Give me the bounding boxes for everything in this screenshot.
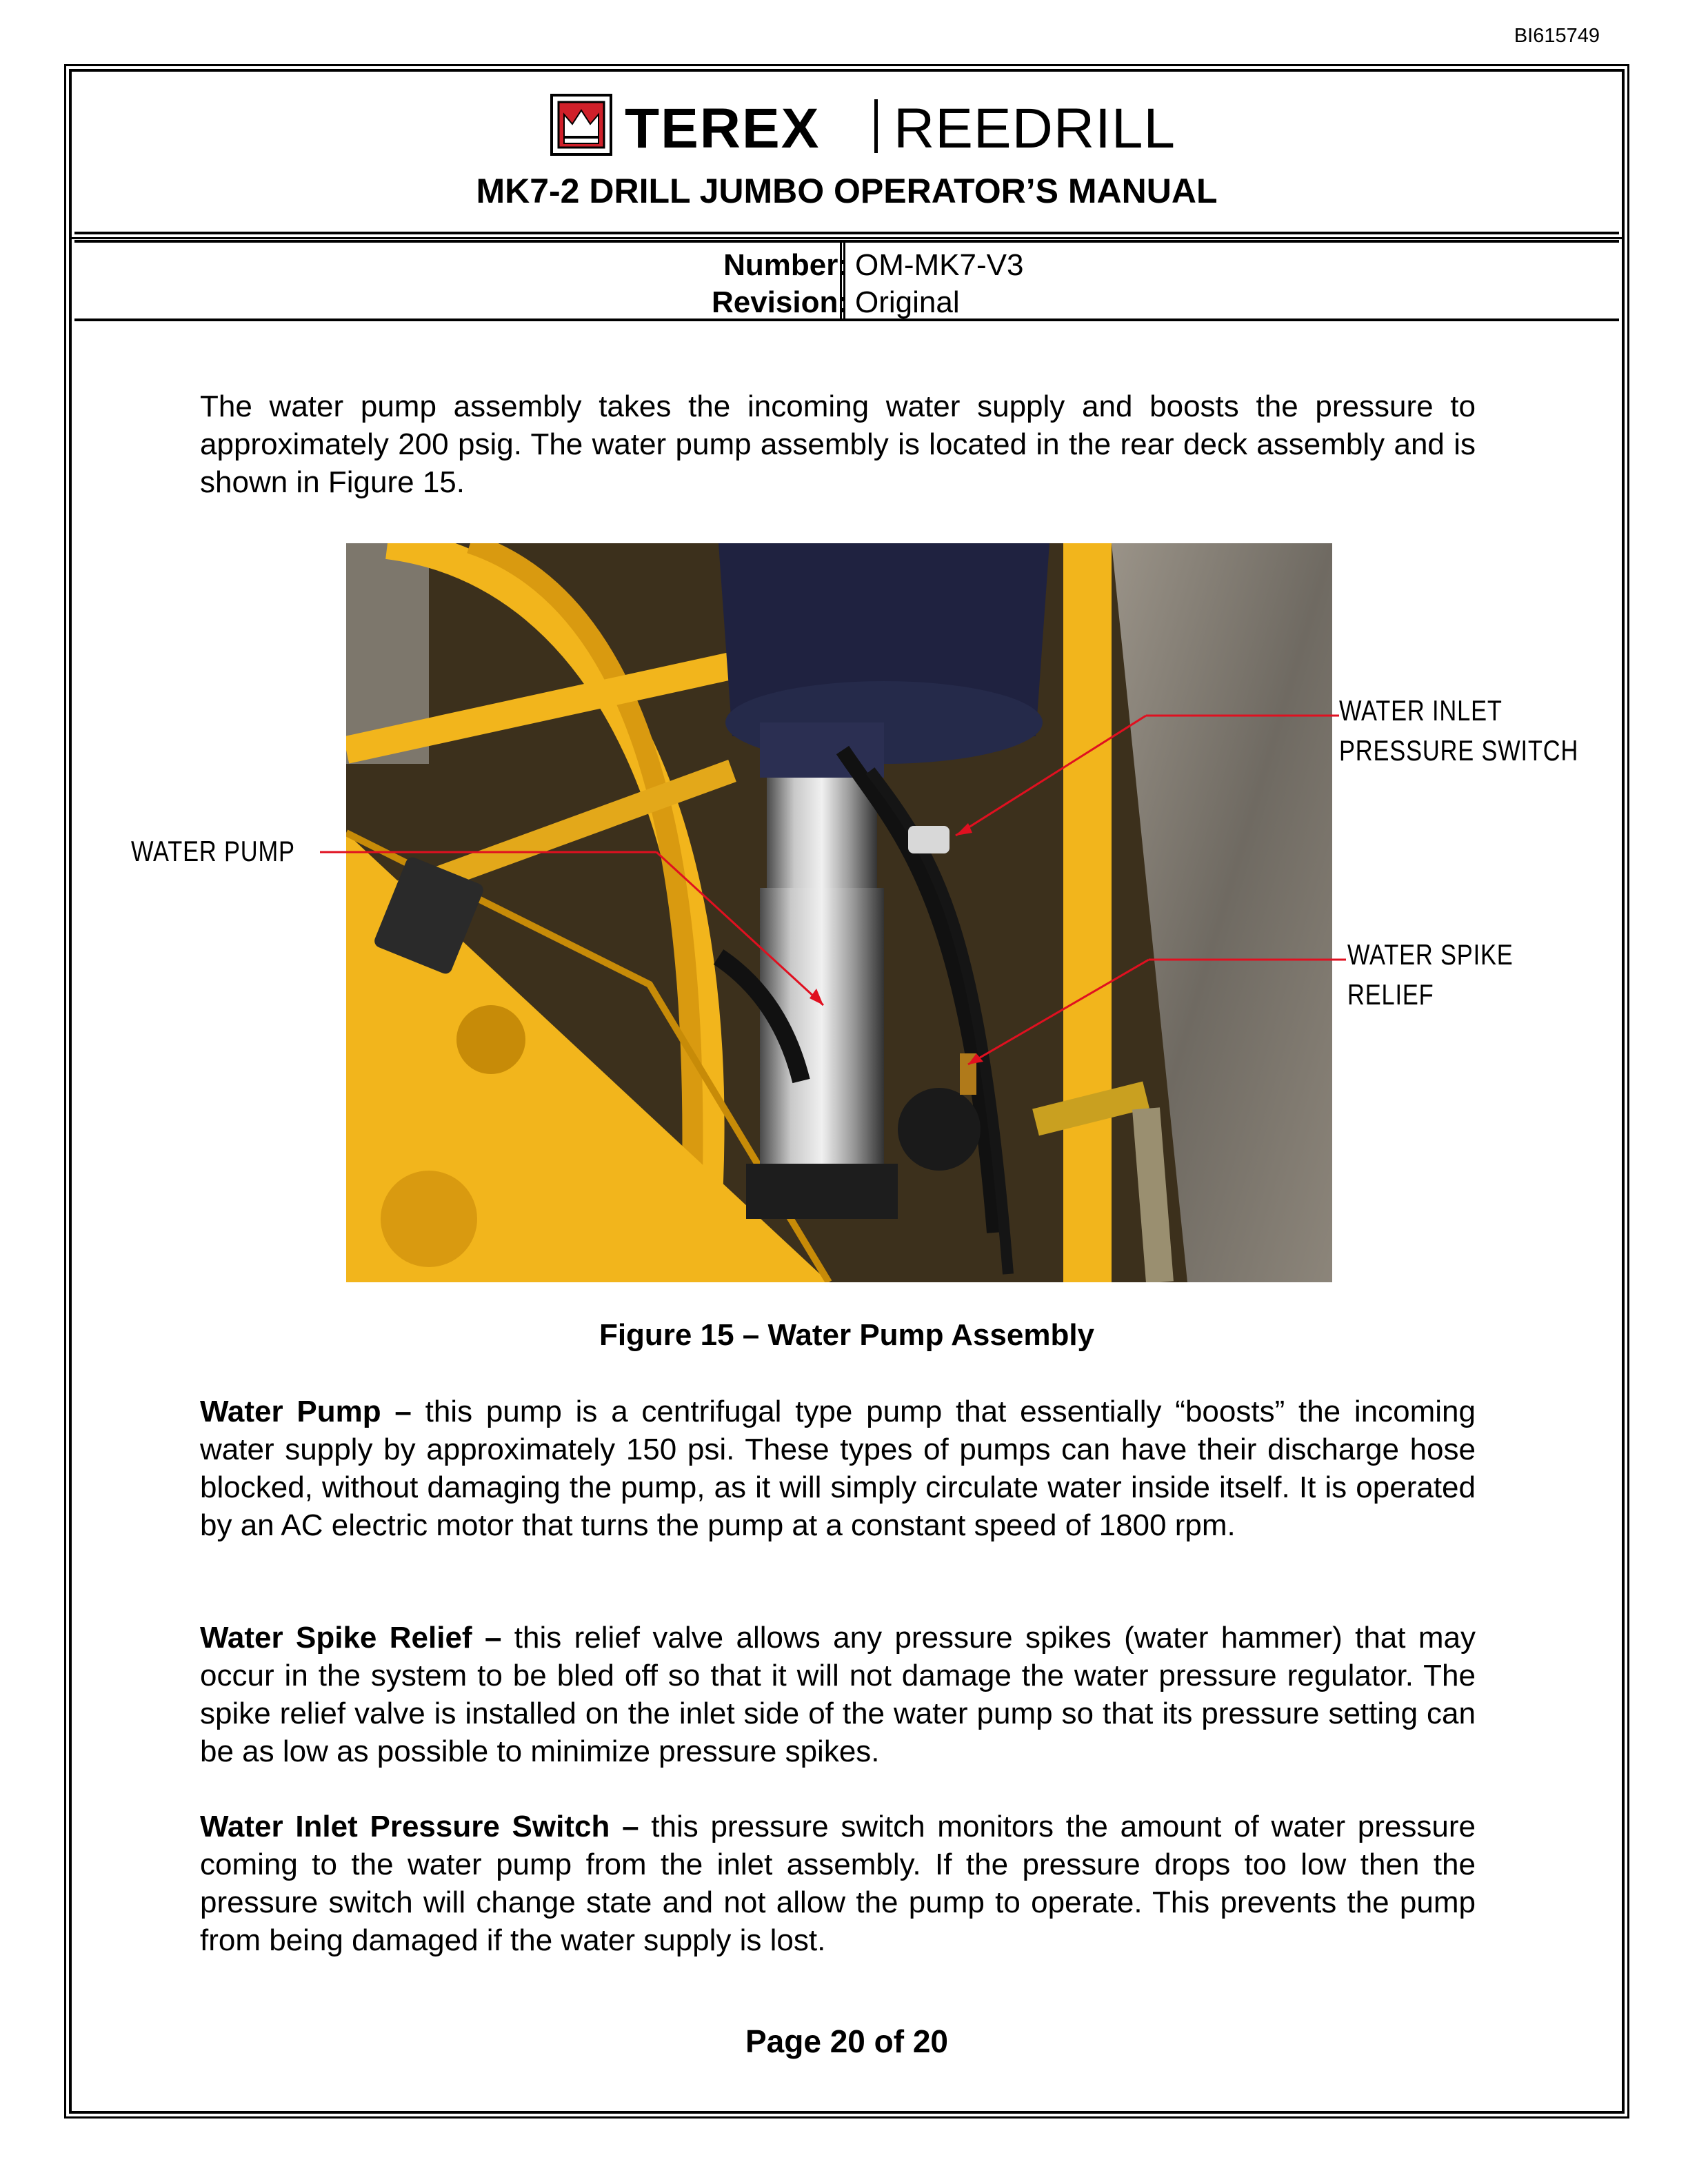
callout-water-pump: WATER PUMP (131, 835, 295, 867)
brand-reedrill: REEDRILL (894, 97, 1176, 160)
callout-spike-relief-line2: RELIEF (1347, 978, 1434, 1011)
document-id: BI615749 (1514, 25, 1600, 47)
callout-water-inlet-line1: WATER INLET (1339, 694, 1503, 727)
page-frame (69, 69, 1625, 2114)
terex-crown-icon (550, 94, 612, 156)
document-meta (74, 240, 1619, 321)
water-pump-paragraph (200, 1393, 1476, 1544)
callout-water-inlet-line2: PRESSURE SWITCH (1339, 734, 1579, 767)
page-number: Page 20 of 20 (745, 2023, 949, 2059)
intro-paragraph: The water pump assembly takes the incoming water supply and boosts the pressure to approximately 200 psig. The water pump assembly is located in the rear deck assembly and is shown in Figure 15. (200, 390, 1476, 499)
spike-relief-text: this relief valve allows any pressure spikes (water hammer) that may occur in the system to be bled off so that it will not damage the water pressure regulator. The spike relief valve is installed on the inlet side of the water pump so that its pressure setting can be as low as possible to minimize pressure spikes. (200, 1621, 1476, 1768)
number-value: OM-MK7-V3 (855, 248, 1024, 282)
number-label: Number: (723, 248, 848, 282)
water-pump-photo (346, 543, 1332, 1282)
spike-relief-term: Water Spike Relief – (200, 1621, 502, 1655)
water-pump-text: this pump is a centrifugal type pump that essentially “boosts” the incoming water supply by approximately 150 psi. These types of pumps can have their discharge hose blocked, without damaging the pump, as it will simply circulate water inside itself. It is operated by an AC electric motor that turns the pump at a constant speed of 1800 rpm. (200, 1395, 1476, 1542)
water-pump-term: Water Pump – (200, 1395, 412, 1428)
callout-spike-relief-line1: WATER SPIKE (1347, 938, 1514, 971)
brand-terex: TEREX (625, 97, 821, 160)
header-banner (74, 74, 1619, 234)
spike-relief-paragraph (200, 1619, 1476, 1770)
brand-separator (874, 99, 878, 153)
figure-caption: Figure 15 – Water Pump Assembly (599, 1318, 1095, 1352)
inlet-switch-paragraph (200, 1808, 1476, 1959)
manual-title: MK7-2 DRILL JUMBO OPERATOR’S MANUAL (476, 172, 1218, 210)
revision-label: Revision: (711, 285, 848, 319)
revision-value: Original (855, 285, 960, 319)
terex-reedrill-logo (550, 94, 1226, 160)
inlet-switch-text: this pressure switch monitors the amount of water pressure coming to the water pump from the inlet assembly. If the pressure drops too low then the pressure switch will change state and not allow the pump to operate. This prevents the pump from being damaged if the water supply is lost. (200, 1810, 1476, 1957)
inlet-switch-term: Water Inlet Pressure Switch – (200, 1810, 639, 1843)
